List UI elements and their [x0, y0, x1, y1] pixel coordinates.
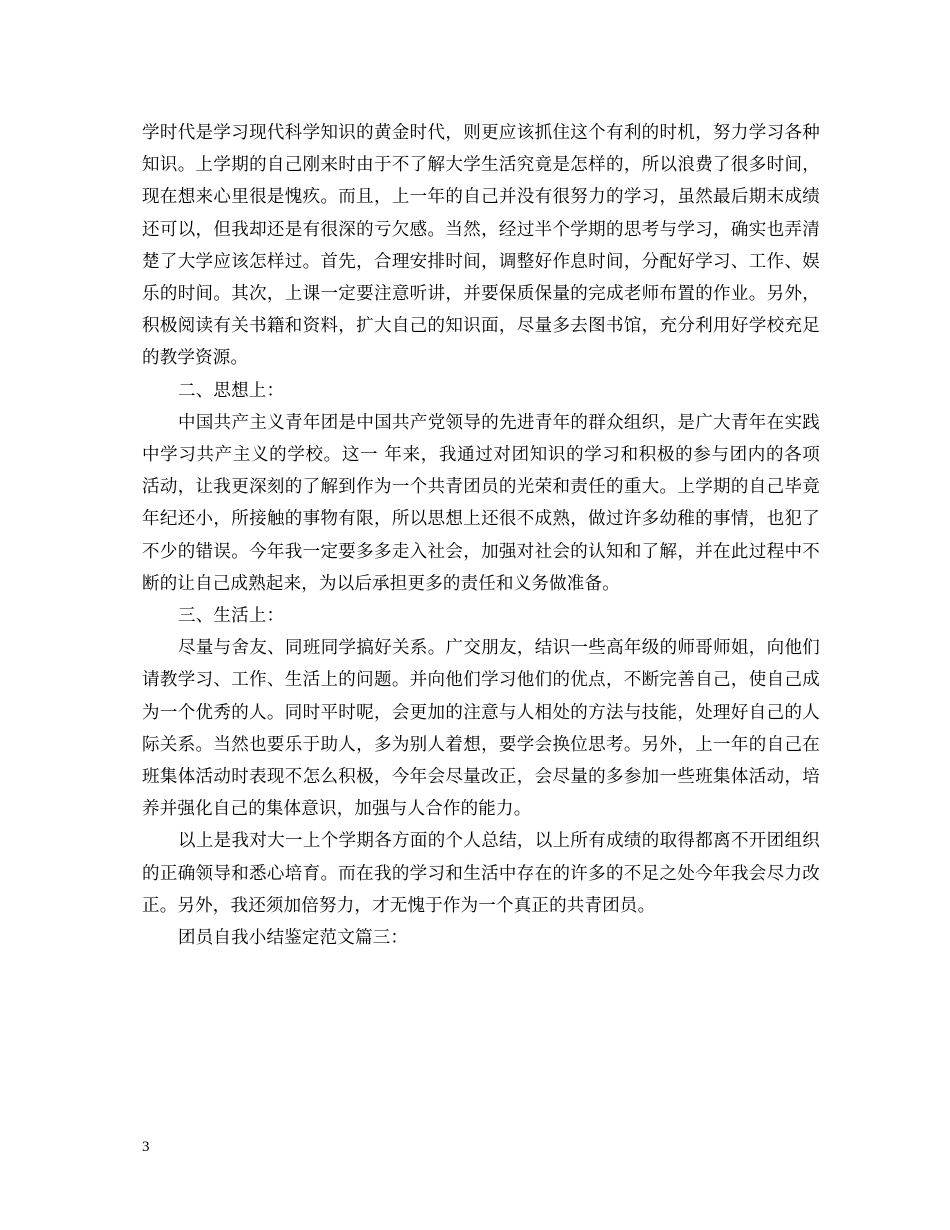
section-heading-life: 三、生活上：	[178, 606, 285, 627]
paragraph-conclusion: 以上是我对大一上个学期各方面的个人总结，以上所有成绩的取得都离不开团组织的正确领导和悉心培育。而在我的学习和生活中存在的许多的不足之处今年我会尽力改正。另外，我还须加倍努力，才无愧于作为一个真正的共青团员。	[142, 831, 820, 916]
next-section-title: 团员自我小结鉴定范文篇三：	[178, 928, 409, 949]
paragraph-thought: 中国共产主义青年团是中国共产党领导的先进青年的群众组织，是广大青年在实践中学习共产主义的学校。这一 年来，我通过对团知识的学习和积极的参与团内的各项活动，让我更深刻的了解到作为一个共青团员的光荣和责任的重大。上学期的自己毕竟年纪还小，所接触的事物有限，所以思想上还很不成熟，做过许多幼稚的事情，也犯了不少的错误。今年我一定要多多走入社会，加强对社会的认知和了解，并在此过程中不断的让自己成熟起来，为以后承担更多的责任和义务做准备。	[142, 412, 820, 594]
page-number: 3	[142, 1139, 150, 1155]
paragraph-study-continued: 学时代是学习现代科学知识的黄金时代，则更应该抓住这个有利的时机，努力学习各种知识。上学期的自己刚来时由于不了解大学生活究竟是怎样的，所以浪费了很多时间，现在想来心里很是愧疚。而且，上一年的自己并没有很努力的学习，虽然最后期末成绩还可以，但我却还是有很深的亏欠感。当然，经过半个学期的思考与学习，确实也弄清楚了大学应该怎样过。首先，合理安排时间，调整好作息时间，分配好学习、工作、娱乐的时间。其次，上课一定要注意听讲，并要保质保量的完成老师布置的作业。另外，积极阅读有关书籍和资料，扩大自己的知识面，尽量多去图书馆，充分利用好学校充足的教学资源。	[142, 123, 820, 369]
section-heading-thought: 二、思想上：	[178, 380, 285, 401]
paragraph-life: 尽量与舍友、同班同学搞好关系。广交朋友，结识一些高年级的师哥师姐，向他们请教学习、工作、生活上的问题。并向他们学习他们的优点，不断完善自己，使自己成为一个优秀的人。同时平时呢，会更加的注意与人相处的方法与技能，处理好自己的人际关系。当然也要乐于助人，多为别人着想，要学会换位思考。另外，上一年的自己在班集体活动时表现不怎么积极，今年会尽量改正，会尽量的多参加一些班集体活动，培养并强化自己的集体意识，加强与人合作的能力。	[142, 638, 820, 820]
document-body	[142, 117, 820, 954]
